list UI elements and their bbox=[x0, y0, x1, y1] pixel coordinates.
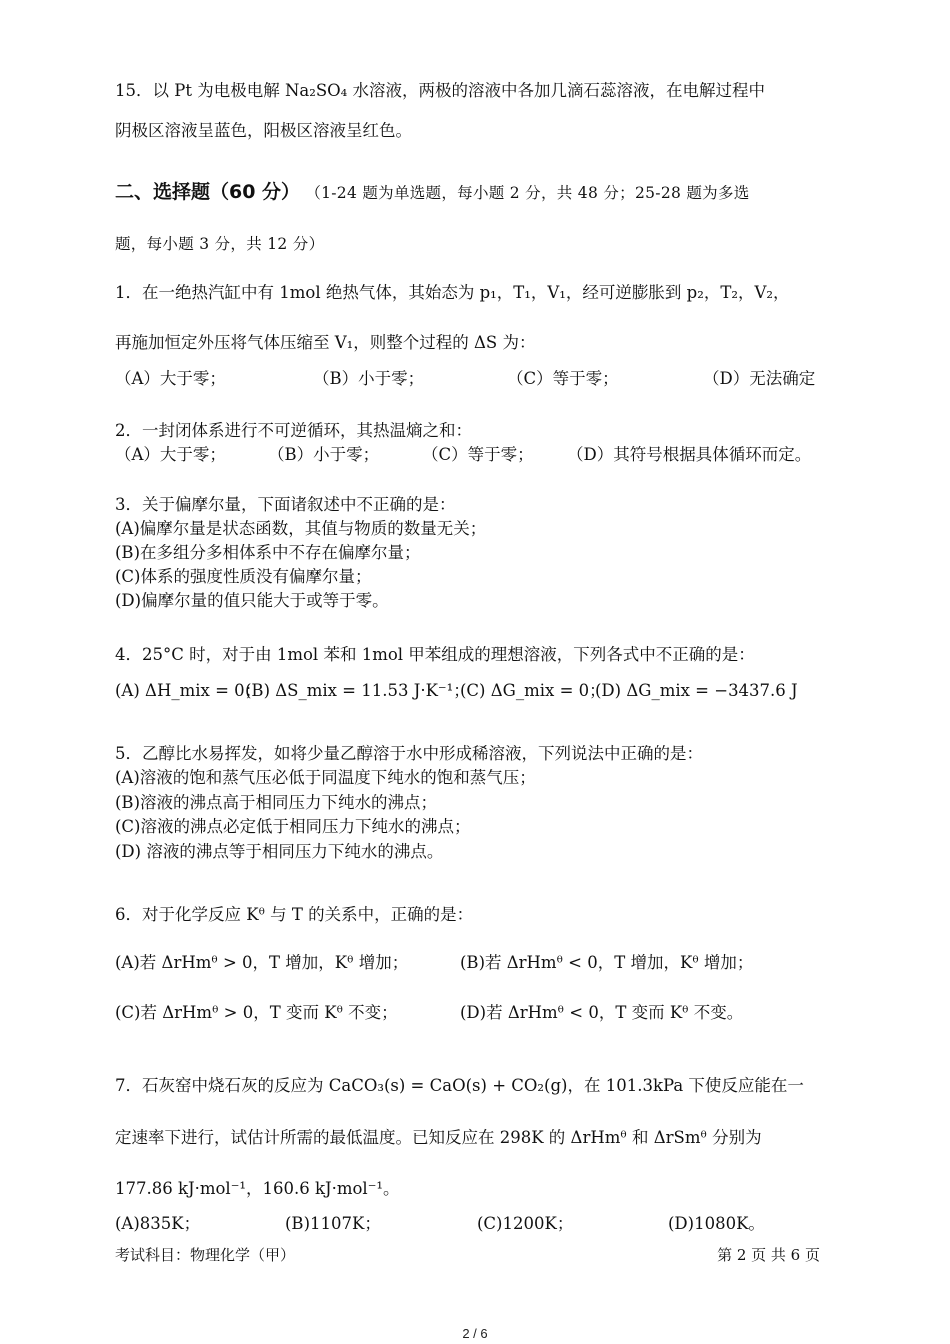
q4-stem: 4．25°C 时，对于由 1mol 苯和 1mol 甲苯组成的理想溶液，下列各式中不正确的是： bbox=[115, 645, 755, 664]
q1-option-b: （B）小于零； bbox=[313, 369, 425, 388]
q3-option-b: (B)在多组分多相体系中不存在偏摩尔量； bbox=[115, 543, 421, 562]
q4-option-d: (D) ΔG_mix = −3437.6 J bbox=[595, 681, 798, 700]
q15-line-2: 阴极区溶液呈蓝色，阳极区溶液呈红色。 bbox=[115, 121, 412, 140]
q7-line-1: 7．石灰窑中烧石灰的反应为 CaCO₃(s) = CaO(s) + CO₂(g)，在 101.3kPa 下使反应能在一 bbox=[115, 1076, 804, 1095]
q3-option-d: (D)偏摩尔量的值只能大于或等于零。 bbox=[115, 591, 389, 610]
q2-option-d: （D）其符号根据具体循环而定。 bbox=[567, 445, 812, 464]
section-2-note: （1-24 题为单选题，每小题 2 分，共 48 分；25-28 题为多选 bbox=[305, 184, 750, 202]
q6-option-c: (C)若 ΔrHmᶿ > 0，T 变而 Kᶿ 不变； bbox=[115, 1003, 398, 1022]
q6-option-a: (A)若 ΔrHmᶿ > 0，T 增加，Kᶿ 增加； bbox=[115, 953, 409, 972]
q1-option-a: （A）大于零； bbox=[115, 369, 226, 388]
q7-option-a: (A)835K； bbox=[115, 1214, 201, 1233]
page-footer bbox=[115, 1244, 820, 1265]
q4-option-a: (A) ΔH_mix = 0； bbox=[115, 681, 262, 700]
q1-line-1: 1．在一绝热汽缸中有 1mol 绝热气体，其始态为 p₁，T₁，V₁，经可逆膨胀到 p₂，T₂，V₂， bbox=[115, 283, 790, 302]
section-2-title: 二、选择题（60 分） bbox=[115, 181, 301, 203]
footer-page-number: 第 2 页 共 6 页 bbox=[717, 1246, 820, 1264]
q3-option-c: (C)体系的强度性质没有偏摩尔量； bbox=[115, 567, 372, 586]
section-2-heading bbox=[115, 181, 840, 204]
q1-option-d: （D）无法确定 bbox=[703, 369, 816, 388]
q1-option-c: （C）等于零； bbox=[507, 369, 619, 388]
q1-line-2: 再施加恒定外压将气体压缩至 V₁，则整个过程的 ΔS 为： bbox=[115, 333, 536, 352]
section-2-note-cont: 题，每小题 3 分，共 12 分） bbox=[115, 235, 325, 253]
q2-option-a: （A）大于零； bbox=[115, 445, 226, 464]
q7-option-d: (D)1080K。 bbox=[668, 1214, 765, 1233]
q5-option-b: (B)溶液的沸点高于相同压力下纯水的沸点； bbox=[115, 793, 437, 812]
q3-option-a: (A)偏摩尔量是状态函数，其值与物质的数量无关； bbox=[115, 519, 487, 538]
q6-option-d: (D)若 ΔrHmᶿ < 0，T 变而 Kᶿ 不变。 bbox=[460, 1003, 744, 1022]
q4-option-b: (B) ΔS_mix = 11.53 J·K⁻¹； bbox=[245, 681, 470, 700]
q5-option-d: (D) 溶液的沸点等于相同压力下纯水的沸点。 bbox=[115, 842, 444, 861]
q15-line-1: 15．以 Pt 为电极电解 Na₂SO₄ 水溶液，两极的溶液中各加几滴石蕊溶液，在电解过程中 bbox=[115, 81, 766, 100]
q7-option-b: (B)1107K； bbox=[285, 1214, 381, 1233]
q4-option-c: (C) ΔG_mix = 0； bbox=[460, 681, 606, 700]
q2-option-c: （C）等于零； bbox=[422, 445, 534, 464]
q5-option-c: (C)溶液的沸点必定低于相同压力下纯水的沸点； bbox=[115, 817, 471, 836]
q2-stem: 2．一封闭体系进行不可逆循环，其热温熵之和： bbox=[115, 421, 472, 440]
q7-line-3: 177.86 kJ·mol⁻¹，160.6 kJ·mol⁻¹。 bbox=[115, 1179, 400, 1198]
q5-stem: 5．乙醇比水易挥发，如将少量乙醇溶于水中形成稀溶液，下列说法中正确的是： bbox=[115, 744, 703, 763]
viewer-page-indicator: 2 / 6 bbox=[462, 1326, 488, 1341]
exam-subject: 考试科目：物理化学（甲） bbox=[115, 1246, 296, 1264]
q7-option-c: (C)1200K； bbox=[477, 1214, 574, 1233]
q7-line-2: 定速率下进行，试估计所需的最低温度。已知反应在 298K 的 ΔrHmᶿ 和 ΔrSmᶿ 分别为 bbox=[115, 1128, 762, 1147]
q2-option-b: （B）小于零； bbox=[268, 445, 380, 464]
q6-option-b: (B)若 ΔrHmᶿ < 0，T 增加，Kᶿ 增加； bbox=[460, 953, 754, 972]
q3-stem: 3．关于偏摩尔量，下面诸叙述中不正确的是： bbox=[115, 495, 456, 514]
q6-stem: 6．对于化学反应 Kᶿ 与 T 的关系中，正确的是： bbox=[115, 905, 474, 924]
q5-option-a: (A)溶液的饱和蒸气压必低于同温度下纯水的饱和蒸气压； bbox=[115, 768, 536, 787]
